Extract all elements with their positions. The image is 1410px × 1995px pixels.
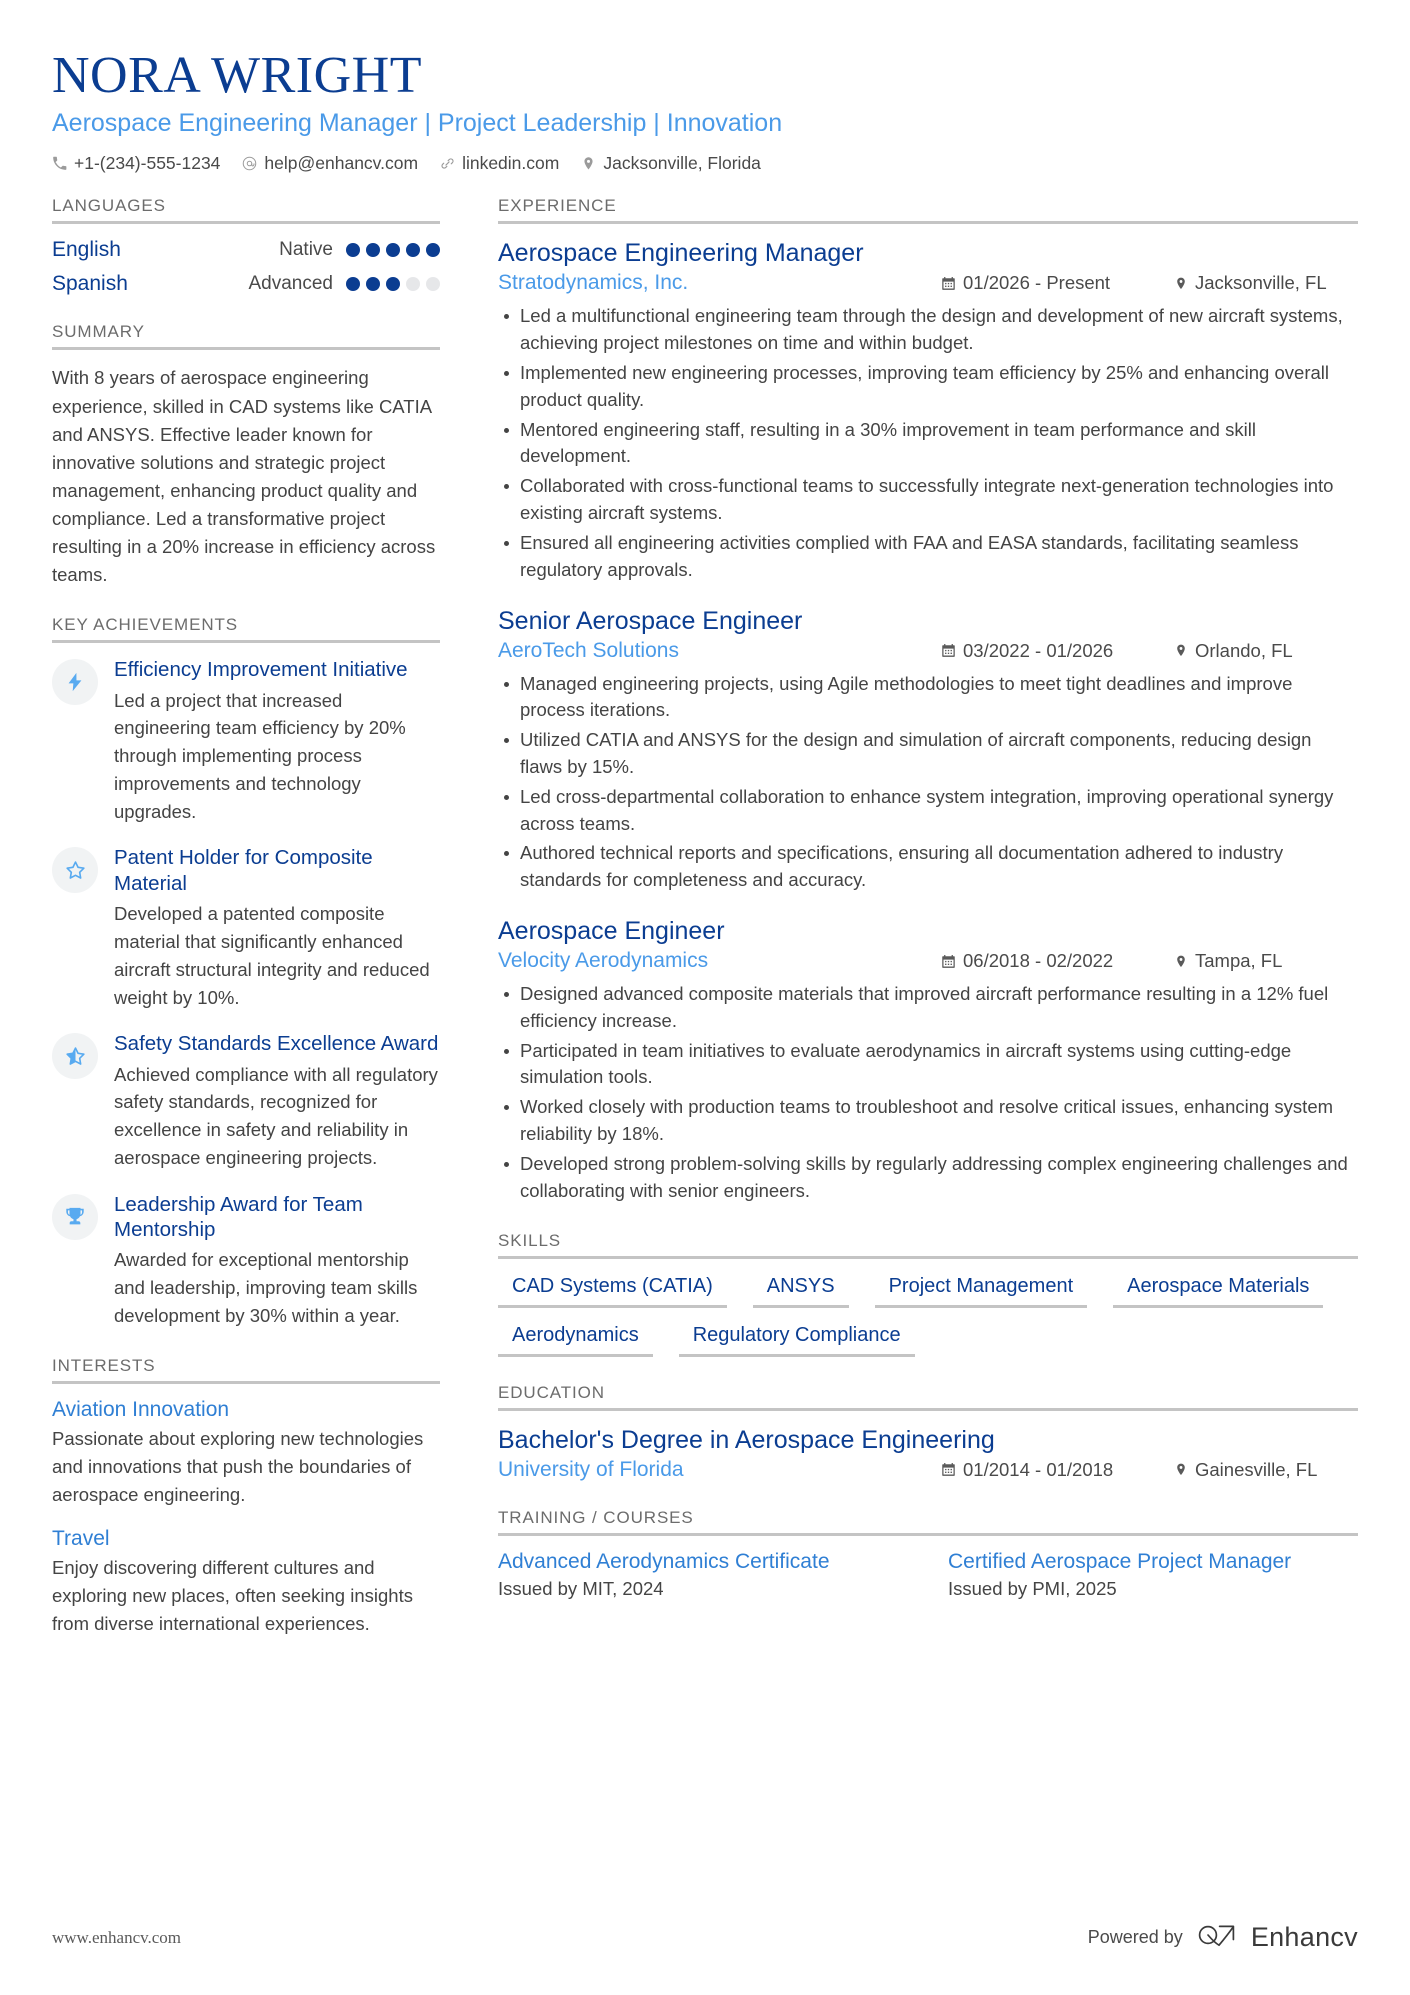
rating-dot — [406, 277, 420, 291]
training-item — [948, 1550, 1358, 1600]
experience-item — [498, 238, 1358, 583]
powered-by — [1088, 1922, 1358, 1953]
language-rating — [248, 273, 440, 295]
education-school[interactable]: University of Florida — [498, 1457, 684, 1481]
skills-list — [498, 1273, 1358, 1357]
contact-link[interactable] — [440, 153, 559, 174]
job-location — [1173, 272, 1358, 294]
rating-dot — [426, 277, 440, 291]
job-location — [1173, 950, 1358, 972]
job-bullet: Worked closely with production teams to troubleshoot and resolve critical issues, enhancing system reliability by 18%. — [498, 1094, 1358, 1148]
language-item — [52, 238, 440, 262]
experience-item — [498, 916, 1358, 1205]
achievement-title: Safety Standards Excellence Award — [114, 1032, 439, 1056]
skill-chip: ANSYS — [753, 1273, 849, 1308]
achievement-description: Achieved compliance with all regulatory safety standards, recognized for excellence in safety and reliability in aerospace engineering projects. — [114, 1063, 438, 1168]
phone-icon — [52, 156, 67, 171]
section-heading-skills: SKILLS — [498, 1231, 1358, 1259]
section-experience — [498, 196, 1358, 1204]
enhancv-brand — [1197, 1922, 1358, 1953]
powered-by-label: Powered by — [1087, 1927, 1183, 1947]
section-summary — [52, 322, 440, 589]
contact-row — [52, 153, 1358, 174]
job-bullet: Designed advanced composite materials that improved aircraft performance resulting in a 12% fuel efficiency increase. — [498, 981, 1358, 1035]
job-company[interactable]: AeroTech Solutions — [498, 638, 679, 662]
language-name: English — [52, 238, 121, 262]
contact-phone-text: +1-(234)-555-1234 — [74, 153, 221, 174]
education-location — [1173, 1459, 1358, 1481]
rating-dot — [366, 243, 380, 257]
job-bullet: Led a multifunctional engineering team through the design and development of new aircraft systems, achieving project milestones on time and within budget. — [498, 303, 1358, 357]
contact-link-text: linkedin.com — [462, 153, 560, 174]
section-education — [498, 1383, 1358, 1482]
job-bullet: Utilized CATIA and ANSYS for the design and simulation of aircraft components, reducing design flaws by 15%. — [498, 727, 1358, 781]
training-subtitle: Issued by PMI, 2025 — [948, 1577, 1117, 1599]
job-bullet: Led cross-departmental collaboration to enhance system integration, improving operational synergy across teams. — [498, 784, 1358, 838]
job-bullets — [498, 981, 1358, 1205]
section-languages — [52, 196, 440, 296]
interest-item — [52, 1398, 440, 1509]
interest-title: Aviation Innovation — [52, 1397, 230, 1421]
skill-chip: Aerospace Materials — [1113, 1273, 1323, 1308]
location-pin-icon — [1173, 1462, 1188, 1478]
language-dots — [346, 277, 440, 291]
job-location-text: Tampa, FL — [1195, 950, 1283, 972]
location-pin-icon — [1173, 643, 1188, 659]
job-bullet: Managed engineering projects, using Agile methodologies to meet tight deadlines and improve process iterations. — [498, 671, 1358, 725]
calendar-icon — [941, 275, 956, 291]
skill-chip: Project Management — [875, 1273, 1088, 1308]
achievement-description: Awarded for exceptional mentorship and leadership, improving team skills development by 30% within a year. — [114, 1249, 418, 1326]
training-item — [498, 1550, 908, 1600]
resume-header — [52, 48, 1358, 174]
contact-email[interactable] — [242, 153, 418, 174]
job-meta — [498, 271, 1358, 295]
job-dates-text: 01/2026 - Present — [963, 272, 1111, 294]
job-bullet: Implemented new engineering processes, improving team efficiency by 25% and enhancing overall product quality. — [498, 360, 1358, 414]
job-dates — [941, 272, 1173, 294]
job-location-text: Orlando, FL — [1195, 639, 1293, 661]
job-bullet: Participated in team initiatives to evaluate aerodynamics in aircraft systems using cutting-edge simulation tools. — [498, 1038, 1358, 1092]
section-heading-training: TRAINING / COURSES — [498, 1508, 1358, 1536]
email-icon — [242, 156, 257, 171]
skill-chip: CAD Systems (CATIA) — [498, 1273, 727, 1308]
job-bullet: Ensured all engineering activities complied with FAA and EASA standards, facilitating seamless regulatory approvals. — [498, 530, 1358, 584]
language-rating — [279, 239, 440, 261]
section-training — [498, 1508, 1358, 1600]
job-location — [1173, 640, 1358, 662]
job-location-text: Jacksonville, FL — [1195, 272, 1327, 294]
section-heading-summary: SUMMARY — [52, 322, 440, 350]
rating-dot — [386, 243, 400, 257]
resume-columns — [52, 196, 1358, 1664]
achievement-description: Developed a patented composite material that significantly enhanced aircraft structural integrity and reduced weight by 10%. — [114, 903, 430, 1008]
achievement-description: Led a project that increased engineering team efficiency by 20% through implementing process improvements and technology upgrades. — [114, 689, 406, 822]
section-interests — [52, 1356, 440, 1639]
job-meta — [498, 639, 1358, 663]
education-item — [498, 1425, 1358, 1482]
contact-location-text: Jacksonville, Florida — [603, 153, 761, 174]
job-dates — [941, 950, 1173, 972]
training-title: Certified Aerospace Project Manager — [948, 1549, 1292, 1573]
rating-dot — [366, 277, 380, 291]
link-icon — [440, 156, 455, 171]
job-dates-text: 06/2018 - 02/2022 — [963, 950, 1114, 972]
location-pin-icon — [581, 156, 596, 171]
rating-dot — [426, 243, 440, 257]
footer-url[interactable]: www.enhancv.com — [52, 1927, 182, 1947]
section-heading-key-achievements: KEY ACHIEVEMENTS — [52, 615, 440, 643]
job-title: Aerospace Engineer — [498, 917, 725, 946]
calendar-icon — [941, 1462, 956, 1478]
rating-dot — [406, 243, 420, 257]
language-level: Advanced — [248, 273, 333, 295]
job-company[interactable]: Velocity Aerodynamics — [498, 949, 709, 973]
training-list — [498, 1550, 1358, 1600]
language-name: Spanish — [52, 272, 128, 296]
enhancv-brand-name: Enhancv — [1250, 1922, 1358, 1952]
section-heading-education: EDUCATION — [498, 1383, 1358, 1411]
calendar-icon — [941, 953, 956, 969]
education-dates-text: 01/2014 - 01/2018 — [963, 1458, 1114, 1480]
education-dates — [941, 1459, 1173, 1481]
section-heading-languages: LANGUAGES — [52, 196, 440, 224]
achievement-title: Patent Holder for Composite Material — [114, 846, 373, 895]
job-company[interactable]: Stratodynamics, Inc. — [498, 271, 689, 295]
rating-dot — [346, 277, 360, 291]
language-level: Native — [279, 239, 333, 261]
rating-dot — [346, 243, 360, 257]
job-title: Aerospace Engineering Manager — [498, 239, 864, 268]
calendar-icon — [941, 643, 956, 659]
achievement-item — [52, 845, 440, 1011]
sidebar-column — [52, 196, 472, 1664]
section-heading-experience: EXPERIENCE — [498, 196, 1358, 224]
job-bullets — [498, 671, 1358, 895]
summary-text: With 8 years of aerospace engineering experience, skilled in CAD systems like CATIA and ANSYS. Effective leader known for innovative solutions and strategic project management, enhancing product quality and compliance. Led a transformative project resulting in a 20% increase in efficiency across teams. — [52, 367, 436, 586]
skill-chip: Aerodynamics — [498, 1322, 653, 1357]
enhancv-logo-icon — [1197, 1922, 1241, 1953]
location-pin-icon — [1173, 953, 1188, 969]
job-bullet: Developed strong problem-solving skills by regularly addressing complex engineering challenges and collaborating with senior engineers. — [498, 1151, 1358, 1205]
interest-description: Enjoy discovering different cultures and exploring new places, often seeking insights from diverse international experiences. — [52, 1557, 413, 1635]
education-meta — [498, 1458, 1358, 1482]
page-footer — [52, 1922, 1358, 1953]
section-skills — [498, 1231, 1358, 1357]
interest-title: Travel — [52, 1527, 110, 1551]
section-heading-interests: INTERESTS — [52, 1356, 440, 1384]
achievement-item — [52, 657, 440, 825]
training-title: Advanced Aerodynamics Certificate — [498, 1549, 830, 1573]
experience-item — [498, 606, 1358, 895]
achievement-item — [52, 1192, 440, 1330]
interest-description: Passionate about exploring new technologies and innovations that push the boundaries of aerospace engineering. — [52, 1427, 424, 1505]
contact-location — [581, 153, 761, 174]
job-bullet: Collaborated with cross-functional teams to successfully integrate next-generation technologies into existing aircraft systems. — [498, 473, 1358, 527]
contact-email-text: help@enhancv.com — [264, 153, 419, 174]
job-dates-text: 03/2022 - 01/2026 — [963, 639, 1114, 661]
lightning-bolt-icon — [52, 659, 98, 705]
achievement-title: Leadership Award for Team Mentorship — [114, 1192, 363, 1242]
education-location-text: Gainesville, FL — [1195, 1458, 1318, 1480]
location-pin-icon — [1173, 275, 1188, 291]
achievement-item — [52, 1031, 440, 1171]
education-degree: Bachelor's Degree in Aerospace Engineering — [498, 1425, 995, 1454]
skill-chip: Regulatory Compliance — [679, 1322, 915, 1357]
job-meta — [498, 949, 1358, 973]
trophy-icon — [52, 1194, 98, 1240]
section-key-achievements — [52, 615, 440, 1329]
candidate-headline: Aerospace Engineering Manager | Project Leadership | Innovation — [52, 109, 783, 138]
job-bullets — [498, 303, 1358, 583]
contact-phone[interactable] — [52, 153, 220, 174]
job-dates — [941, 640, 1173, 662]
language-item — [52, 272, 440, 296]
job-title: Senior Aerospace Engineer — [498, 606, 803, 635]
candidate-name: NORA WRIGHT — [52, 47, 422, 104]
job-bullet: Authored technical reports and specifications, ensuring all documentation adhered to industry standards for completeness and accuracy. — [498, 840, 1358, 894]
star-outline-icon — [52, 847, 98, 893]
interest-item — [52, 1527, 440, 1638]
language-dots — [346, 243, 440, 257]
job-bullet: Mentored engineering staff, resulting in a 30% improvement in team performance and skill development. — [498, 417, 1358, 471]
main-column — [472, 196, 1358, 1625]
training-subtitle: Issued by MIT, 2024 — [498, 1577, 664, 1599]
star-half-icon — [52, 1033, 98, 1079]
achievement-title: Efficiency Improvement Initiative — [114, 658, 408, 682]
rating-dot — [386, 277, 400, 291]
